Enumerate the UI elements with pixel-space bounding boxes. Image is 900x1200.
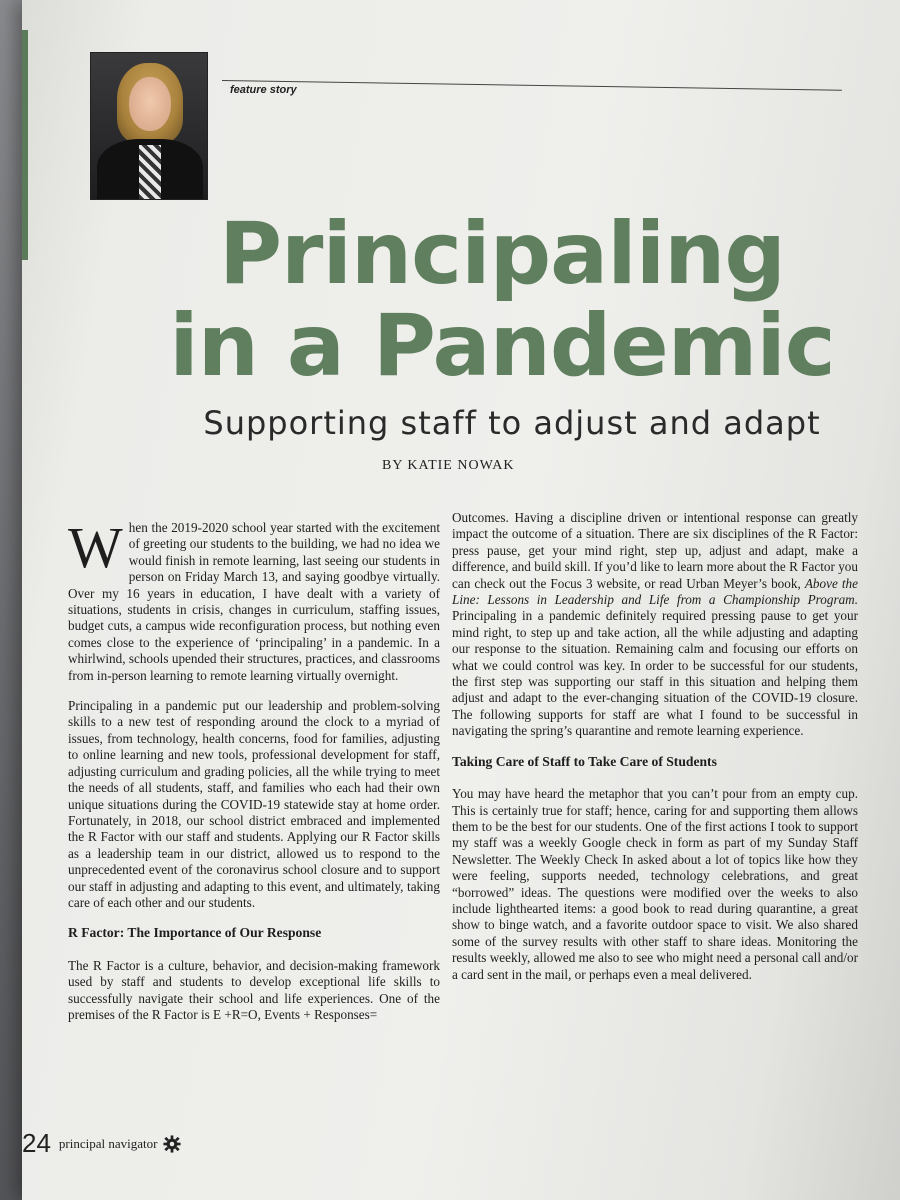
article-title	[132, 204, 872, 396]
title-line-2: in a Pandemic	[169, 296, 835, 396]
article-subtitle: Supporting staff to adjust and adapt	[203, 404, 821, 442]
left-column	[68, 515, 440, 1037]
paragraph: When the 2019-2020 school year started with the excitement of greeting our students to the building, we had no idea we would finish in remote learning, last seeing our students in person on Friday March 13, and saying goodbye virtually. Over my 16 years in education, I have dealt with a variety of situations, students in crisis, changes in curriculum, staffing issues, budget cuts, a campus wide reconfiguration process, but nothing even comes close to the experience of ‘principaling’ in a pandemic. In a whirlwind, schools upended their structures, practices, and classrooms from in-person learning to remote learning virtually overnight.	[68, 515, 440, 683]
section-heading: R Factor: The Importance of Our Response	[68, 925, 322, 941]
feature-label: feature story	[230, 84, 297, 96]
page-number: 24	[22, 1128, 51, 1158]
byline: BY KATIE NOWAK	[382, 458, 515, 473]
book-title: Above the Line: Lessons in Leadership and Life from a Championship Program.	[452, 575, 858, 608]
spine-accent	[22, 30, 28, 260]
author-photo	[90, 52, 208, 200]
paragraph: The R Factor is a culture, behavior, and decision-making framework used by staff and students to develop exceptional life skills to successfully navigate their school and life experiences. One of the premises of the R Factor is E +R=O, Events + Responses=	[68, 957, 440, 1022]
paragraph: Outcomes. Having a discipline driven or intentional response can greatly impact the outcome of a situation. There are six disciplines of the R Factor: press pause, get your mind right, step up, adjust and adapt, make a difference, and build skill. If you’d like to learn more about the R Factor you can check out the Focus 3 website, or read Urban Meyer’s book, Above the Line: Lessons in Leadership and Life from a Championship Program. Principaling in a pandemic definitely required pressing pause to get your mind right, to step up and take action, all the while adjusting and adapting our response to the situation. Remaining calm and focusing our efforts on what we could control was key. In order to be successful for our students, the first step was supporting our staff in this situation and helping them adjust and adapt to the ever-changing situation of the COVID-19 closure. The following supports for staff are what I found to be successful in navigating the spring’s quarantine and remote learning experience.	[452, 510, 858, 739]
right-column	[452, 510, 858, 997]
gear-icon	[163, 1135, 181, 1153]
paragraph: You may have heard the metaphor that you can’t pour from an empty cup. This is certainly true for staff; hence, caring for and supporting them allows them to be the best for our students. One of the first actions I took to support my staff was a weekly Google check in form as part of my Sunday Staff Newsletter. The Weekly Check In asked about a lot of topics like how they were feeling, supports needed, technology celebrations, and great “borrowed” ideas. The questions were modified over the weeks to also include lighthearted items: a good book to read during quarantine, a great show to binge watch, and a favorite outdoor space to visit. We also shared some of the survey results with other staff to share ideas. Monitoring the results weekly, allowed me also to see who might need a personal call and/or a card sent in the mail, or perhaps even a meal delivered.	[452, 786, 858, 982]
paragraph: Principaling in a pandemic put our leadership and problem-solving skills to a new test of responding around the clock to a myriad of issues, from technology, health concerns, food for families, adjusting to online learning and new tools, professional development for staff, adjusting curriculum and grading policies, all the while trying to meet the needs of all students, staff, and families who each had their own unique situations during the COVID-19 statewide stay at home order. Fortunately, in 2018, our school district embraced and implemented the R Factor with our staff and students. Applying our R Factor skills as a leadership team in our district, allowed us to respond to the unprecedented event of the coronavirus school closure and to support our staff in adjusting and adapting to this event, and ultimately, taking care of each other and our students.	[68, 698, 440, 910]
title-line-1: Principaling	[219, 204, 785, 304]
footer-brand: principal navigator	[58, 1135, 158, 1151]
magazine-page	[22, 0, 900, 1200]
feature-rule	[222, 80, 842, 91]
page-footer	[22, 1128, 181, 1159]
dropcap: W	[68, 515, 123, 580]
section-heading: Taking Care of Staff to Take Care of Students	[452, 753, 717, 769]
